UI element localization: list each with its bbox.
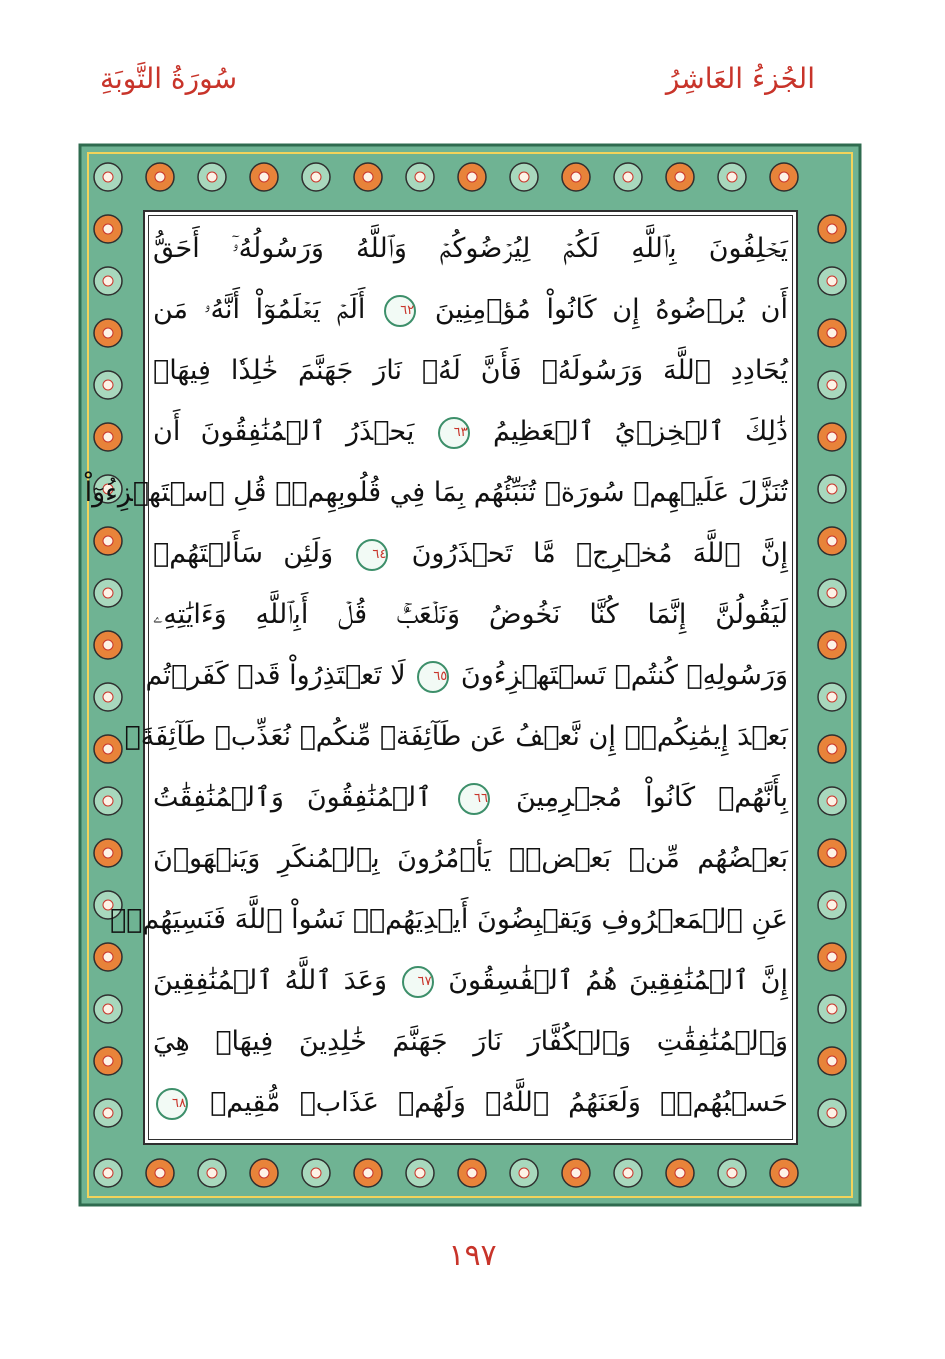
verse-text-continued: وَعَدَ ٱللَّهُ ٱلۡمُنَٰفِقِينَ — [153, 965, 387, 996]
verse-text-continued: ٱلۡمُنَٰفِقُونَ وَٱلۡمُنَٰفِقَٰتُ — [153, 782, 432, 813]
border-motif-center — [727, 1168, 737, 1178]
border-motif-center — [155, 1168, 165, 1178]
verse-line — [153, 283, 788, 337]
verse-text: إِنَّ ٱللَّهَ مُخۡرِجٞ مَّا تَحۡذَرُونَ — [411, 538, 789, 569]
border-motif-center — [827, 900, 837, 910]
verse-text: يُحَادِدِ ٱللَّهَ وَرَسُولَهُۥ فَأَنَّ لَهُۥ نَارَ جَهَنَّمَ خَٰلِدٗا فِيهَاۚ — [153, 355, 788, 386]
border-motif-center — [415, 172, 425, 182]
border-motif-center — [827, 276, 837, 286]
border-motif-center — [363, 172, 373, 182]
border-motif-center — [207, 1168, 217, 1178]
border-motif-center — [623, 1168, 633, 1178]
border-motif-center — [571, 1168, 581, 1178]
verse-line — [153, 344, 788, 398]
verse-text: وَٱلۡمُنَٰفِقَٰتِ وَٱلۡكُفَّارَ نَارَ جَهَنَّمَ خَٰلِدِينَ فِيهَاۚ هِيَ — [153, 1026, 788, 1057]
border-motif-center — [103, 640, 113, 650]
verse-text: يَحۡلِفُونَ بِٱللَّهِ لَكُمۡ لِيُرۡضُوكُمۡ وَٱللَّهُ وَرَسُولُهُۥٓ أَحَقُّ — [153, 233, 788, 264]
verse-text: بَعۡدَ إِيمَٰنِكُمۡۚ إِن نَّعۡفُ عَن طَآئِفَةٖ مِّنكُمۡ نُعَذِّبۡ طَآئِفَةَۢ — [124, 721, 788, 752]
border-motif-center — [827, 328, 837, 338]
verse-line — [153, 405, 788, 459]
verse-text-continued: وَلَئِن سَأَلۡتَهُمۡ — [153, 538, 334, 569]
border-motif-center — [827, 432, 837, 442]
verse-text: حَسۡبُهُمۡۚ وَلَعَنَهُمُ ٱللَّهُۖ وَلَهُمۡ عَذَابٞ مُّقِيمٞ — [210, 1087, 788, 1118]
border-motif-center — [827, 380, 837, 390]
verse-text-continued: لَا تَعۡتَذِرُواْ قَدۡ كَفَرۡتُم — [145, 660, 406, 691]
border-motif-center — [311, 1168, 321, 1178]
border-motif-center — [727, 172, 737, 182]
border-motif-center — [827, 1108, 837, 1118]
verse-text: تُنَزَّلَ عَلَيۡهِمۡ سُورَةٞ تُنَبِّئُهُم بِمَا فِي قُلُوبِهِمۡۚ قُلِ ٱسۡتَهۡزِءُوٓاْ — [84, 477, 788, 508]
ayah-number-marker: ٦٦ — [458, 783, 490, 815]
border-motif-center — [827, 1004, 837, 1014]
border-motif-center — [827, 640, 837, 650]
border-motif-center — [103, 692, 113, 702]
border-motif-center — [103, 952, 113, 962]
border-motif-center — [467, 1168, 477, 1178]
ayah-number-marker: ٦٧ — [402, 966, 434, 998]
ayah-number-marker: ٦٥ — [417, 661, 449, 693]
verse-text: أَن يُرۡضُوهُ إِن كَانُواْ مُؤۡمِنِينَ — [434, 294, 788, 325]
border-motif-center — [623, 172, 633, 182]
verse-text-continued: أَلَمۡ يَعۡلَمُوٓاْ أَنَّهُۥ مَن — [153, 294, 366, 325]
border-motif-center — [827, 692, 837, 702]
juz-title: الجُزءُ العَاشِرُ — [665, 62, 815, 95]
border-motif-center — [311, 172, 321, 182]
border-motif-center — [103, 380, 113, 390]
border-motif-center — [103, 172, 113, 182]
border-motif-center — [779, 1168, 789, 1178]
border-motif-center — [827, 744, 837, 754]
verse-line — [153, 527, 788, 581]
border-motif-center — [779, 172, 789, 182]
ayah-number-marker: ٦٢ — [384, 295, 416, 327]
verse-text: وَرَسُولِهِۦ كُنتُمۡ تَسۡتَهۡزِءُونَ — [460, 660, 788, 691]
border-motif-center — [827, 952, 837, 962]
border-motif-center — [467, 172, 477, 182]
verse-line — [153, 771, 788, 825]
border-motif-center — [259, 1168, 269, 1178]
border-motif-center — [103, 276, 113, 286]
border-motif-center — [827, 848, 837, 858]
verse-text: بَعۡضُهُم مِّنۢ بَعۡضٖۚ يَأۡمُرُونَ بِٱلۡمُنكَرِ وَيَنۡهَوۡنَ — [153, 843, 788, 874]
border-motif-center — [675, 172, 685, 182]
verse-line — [145, 649, 788, 703]
verse-line — [124, 710, 788, 764]
verse-line — [153, 1076, 788, 1130]
border-motif-center — [363, 1168, 373, 1178]
verse-text: بِأَنَّهُمۡ كَانُواْ مُجۡرِمِينَ — [515, 782, 788, 813]
border-motif-center — [519, 1168, 529, 1178]
verse-line — [153, 222, 788, 276]
ayah-number-marker: ٦٣ — [438, 417, 470, 449]
verse-text: ذَٰلِكَ ٱلۡخِزۡيُ ٱلۡعَظِيمُ — [492, 416, 789, 447]
border-motif-center — [103, 796, 113, 806]
border-motif-center — [103, 1004, 113, 1014]
border-motif-center — [207, 172, 217, 182]
quran-text-panel — [84, 210, 798, 1145]
border-motif-center — [103, 588, 113, 598]
ayah-number-marker: ٦٨ — [156, 1088, 188, 1120]
border-motif-center — [103, 328, 113, 338]
border-motif-center — [259, 172, 269, 182]
border-motif-center — [827, 796, 837, 806]
border-motif-center — [103, 224, 113, 234]
border-motif-center — [675, 1168, 685, 1178]
verse-text: لَيَقُولُنَّ إِنَّمَا كُنَّا نَخُوضُ وَنَلۡعَبُۚ قُلۡ أَبِٱللَّهِ وَءَايَٰتِهِۦ — [153, 599, 788, 630]
verse-line — [153, 832, 788, 886]
border-motif-center — [155, 172, 165, 182]
verse-text-continued: يَحۡذَرُ ٱلۡمُنَٰفِقُونَ أَن — [153, 416, 415, 447]
border-motif-center — [827, 224, 837, 234]
border-motif-center — [519, 172, 529, 182]
page-number: ١٩٧ — [448, 1238, 497, 1273]
border-motif-center — [827, 484, 837, 494]
border-motif-center — [827, 1056, 837, 1066]
border-motif-center — [103, 1168, 113, 1178]
verse-line — [153, 1015, 788, 1069]
surah-title: سُورَةُ التَّوبَةِ — [100, 62, 238, 95]
border-motif-center — [571, 172, 581, 182]
verse-line — [84, 466, 788, 520]
border-motif-center — [827, 536, 837, 546]
border-motif-center — [415, 1168, 425, 1178]
verse-line — [153, 954, 788, 1008]
border-motif-center — [827, 588, 837, 598]
border-motif-center — [103, 1108, 113, 1118]
border-motif-center — [103, 744, 113, 754]
border-motif-center — [103, 536, 113, 546]
border-motif-center — [103, 848, 113, 858]
border-motif-center — [103, 1056, 113, 1066]
ayah-number-marker: ٦٤ — [356, 539, 388, 571]
verse-text: عَنِ ٱلۡمَعۡرُوفِ وَيَقۡبِضُونَ أَيۡدِيَهُمۡۚ نَسُواْ ٱللَّهَ فَنَسِيَهُمۡۚ — [109, 904, 788, 935]
verse-line — [153, 588, 788, 642]
border-motif-center — [103, 432, 113, 442]
verse-text: إِنَّ ٱلۡمُنَٰفِقِينَ هُمُ ٱلۡفَٰسِقُونَ — [448, 965, 788, 996]
verse-line — [109, 893, 788, 947]
